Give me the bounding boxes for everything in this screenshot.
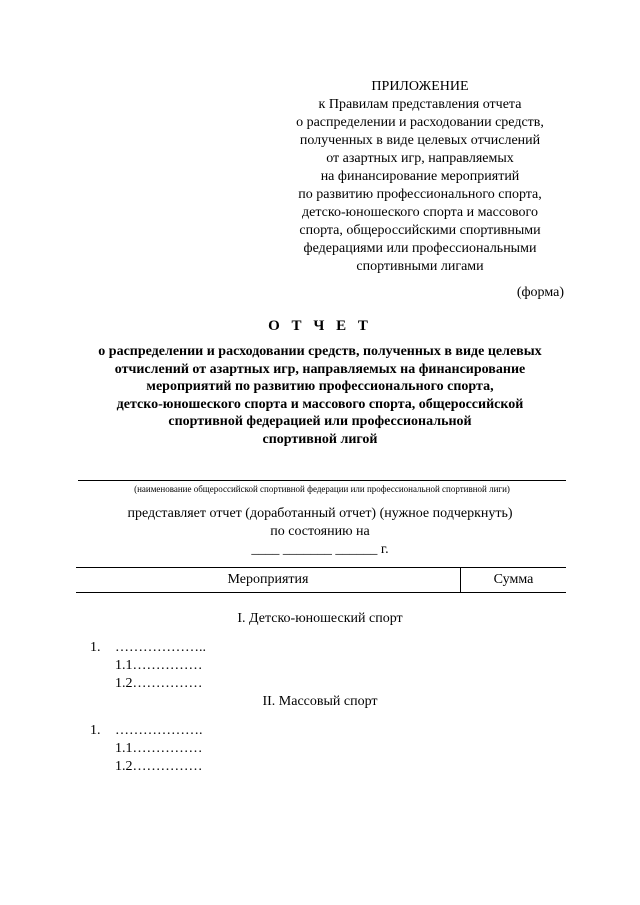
appendix-block: [270, 78, 570, 276]
appendix-line: о распределении и расходовании средств,: [296, 115, 544, 130]
table-header: [76, 567, 566, 593]
subtitle-line: спортивной лигой: [262, 431, 378, 447]
section-title: II. Массовый спорт: [262, 694, 378, 709]
statement-date-label: по состоянию на: [270, 524, 370, 539]
subtitle-line: мероприятий по развитию профессионального спорта,: [146, 379, 494, 394]
subitem-placeholder[interactable]: 1.1……………: [115, 658, 203, 673]
statement-date-field[interactable]: ____ _______ ______ г.: [251, 542, 389, 557]
section-title: I. Детско-юношеский спорт: [237, 611, 403, 626]
subitem-placeholder[interactable]: 1.2……………: [115, 759, 203, 774]
organization-name-caption: (наименование общероссийской спортивной федерации или профессиональной спортивной лиги): [134, 484, 510, 494]
appendix-line: спорта, общероссийскими спортивными: [299, 223, 541, 238]
subtitle-line: спортивной федерацией или профессиональной: [168, 414, 472, 429]
subitem-placeholder[interactable]: 1.1……………: [115, 741, 203, 756]
appendix-line: на финансирование мероприятий: [320, 169, 520, 184]
column-events: Мероприятия: [76, 568, 461, 592]
appendix-line: от азартных игр, направляемых: [326, 151, 514, 166]
appendix-heading: ПРИЛОЖЕНИЕ: [371, 79, 469, 94]
appendix-line: федерациями или профессиональными: [303, 241, 537, 256]
appendix-line: спортивными лигами: [356, 259, 484, 274]
statement-block: [0, 505, 640, 559]
statement-line: представляет отчет (доработанный отчет) (нужное подчеркнуть): [127, 506, 513, 521]
item-placeholder[interactable]: ……………….: [115, 723, 203, 738]
report-subtitle: [60, 343, 580, 448]
item-placeholder[interactable]: ………………..: [115, 640, 206, 655]
item-number: 1.: [90, 723, 101, 738]
organization-name-line[interactable]: [78, 480, 566, 481]
subitem-placeholder[interactable]: 1.2……………: [115, 676, 203, 691]
column-sum: Сумма: [493, 572, 534, 587]
subtitle-line: детско-юношеского спорта и массового спорта, общероссийской: [116, 396, 524, 412]
appendix-line: полученных в виде целевых отчислений: [299, 133, 541, 148]
appendix-line: к Правилам представления отчета: [318, 97, 522, 112]
subtitle-line: о распределении и расходовании средств, полученных в виде целевых: [98, 344, 542, 359]
form-label: (форма): [516, 285, 564, 300]
appendix-line: по развитию профессионального спорта,: [298, 187, 542, 202]
item-number: 1.: [90, 640, 101, 655]
subtitle-line: отчислений от азартных игр, направляемых на финансирование: [114, 361, 526, 377]
report-title: О Т Ч Е Т: [268, 318, 372, 334]
appendix-line: детско-юношеского спорта и массового: [302, 205, 538, 220]
